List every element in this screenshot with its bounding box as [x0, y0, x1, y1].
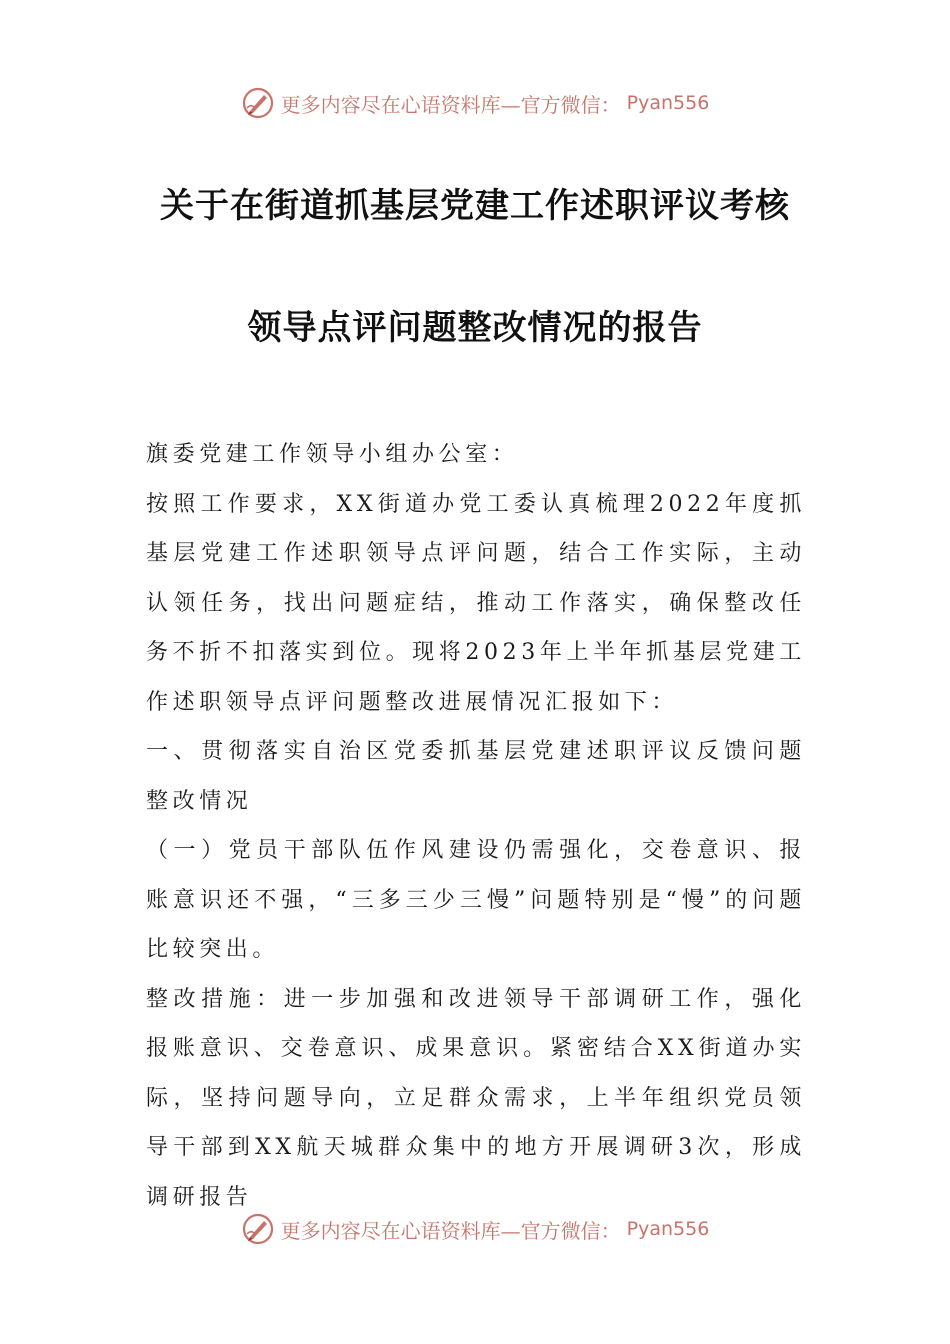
document-body [146, 430, 806, 1222]
section-heading-1: 一、贯彻落实自治区党委抓基层党建述职评议反馈问题整改情况 [146, 739, 806, 814]
watermark-text: 更多内容尽在心语资料库—官方微信： [280, 92, 621, 117]
paragraph-intro: 按照工作要求，XX街道办党工委认真梳理2022年度抓基层党建工作述职领导点评问题，结合工作实际，主动认领任务，找出问题症结，推动工作落实，确保整改任务不折不扣落实到位。现将2023年上半年抓基层党建工作述职领导点评问题整改进展情况汇报如下： [146, 491, 806, 715]
watermark-wechat-id: Pyan556 [626, 92, 710, 114]
watermark-banner-bottom [0, 1212, 950, 1246]
subsection-heading-1: （一）党员干部队伍作风建设仍需强化，交卷意识、报账意识还不强，“三多三少三慢”问题特别是“慢”的问题比较突出。 [146, 838, 806, 962]
pen-logo-icon [241, 1212, 275, 1246]
addressee: 旗委党建工作领导小组办公室： [146, 442, 519, 467]
document-title-line2: 领导点评问题整改情况的报告 [247, 308, 703, 348]
watermark-wechat-id: Pyan556 [626, 1218, 710, 1240]
paragraph-measures: 整改措施：进一步加强和改进领导干部调研工作，强化报账意识、交卷意识、成果意识。紧密结合XX街道办实际，坚持问题导向，立足群众需求，上半年组织党员领导干部到XX航天城群众集中的地方开展调研3次，形成调研报告 [146, 986, 806, 1210]
watermark-banner-top [0, 86, 950, 120]
pen-logo-icon [241, 86, 275, 120]
watermark-text: 更多内容尽在心语资料库—官方微信： [280, 1218, 621, 1243]
document-title-line1: 关于在街道抓基层党建工作述职评议考核 [160, 186, 790, 226]
